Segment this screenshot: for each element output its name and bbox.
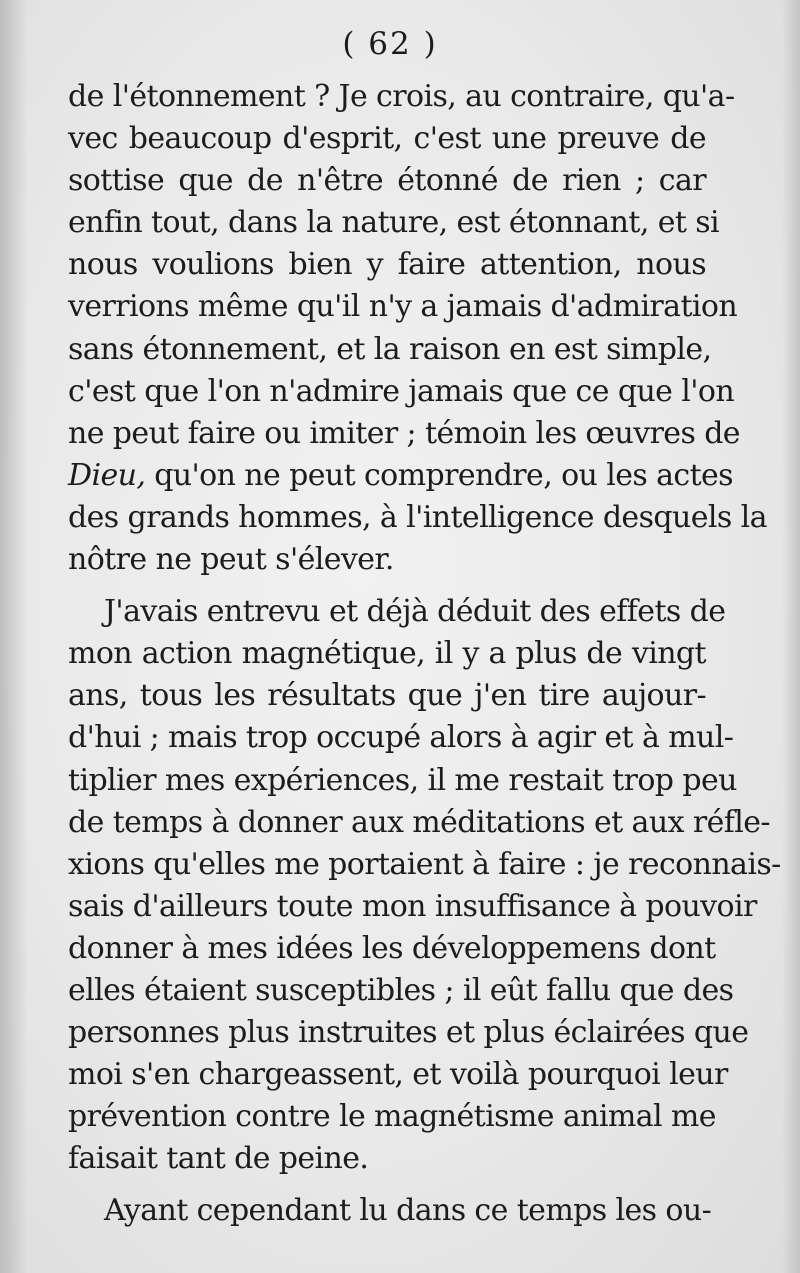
text-line (68, 244, 706, 286)
line-text: xions qu'elles me portaient à faire : je reconnais- (68, 846, 781, 882)
line-text: tiplier mes expériences, il me restait trop peu (68, 762, 737, 798)
page-number: ( 62 ) (342, 26, 438, 62)
text-line (68, 329, 712, 371)
line-text: J'avais entrevu et déjà déduit des effets de (104, 594, 726, 630)
line-text: des grands hommes, à l'intelligence desquels la (68, 499, 767, 535)
italic-word: Dieu, (68, 457, 146, 493)
binding-shadow (0, 0, 28, 1273)
line-text: sottise que de n'être étonné de rien ; car (68, 163, 706, 199)
text-line (68, 539, 706, 581)
text-line (68, 286, 738, 328)
paragraph (68, 1190, 712, 1232)
line-text: de l'étonnement ? Je crois, au contraire, qu'a- (68, 79, 735, 114)
line-text: Ayant cependant lu dans ce temps les ou- (104, 1193, 712, 1229)
line-text: ans, tous les résultats que j'en tire aujour- (68, 678, 706, 714)
text-line (68, 497, 767, 539)
text-line (68, 1012, 749, 1054)
text-line (68, 928, 716, 970)
text-line (68, 675, 706, 717)
line-text: elles étaient susceptibles ; il eût fallu que des (68, 972, 734, 1008)
text-line (68, 455, 733, 497)
body-text (68, 76, 781, 1233)
text-line (68, 76, 735, 118)
text-line (68, 760, 737, 802)
line-text: faisait tant de peine. (68, 1141, 369, 1177)
text-line (68, 802, 770, 844)
text-line (68, 717, 734, 759)
line-text: prévention contre le magnétisme animal me (68, 1099, 716, 1135)
text-line (68, 1096, 716, 1138)
paragraph (68, 76, 767, 581)
line-text: ne peut faire ou imiter ; témoin les œuvres de (68, 415, 740, 451)
text-line (68, 1190, 712, 1232)
text-line (68, 633, 706, 675)
line-text: personnes plus instruites et plus éclairées que (68, 1015, 749, 1051)
line-text: c'est que l'on n'admire jamais que ce que l'on (68, 373, 735, 409)
text-line (68, 970, 734, 1012)
text-line (68, 413, 740, 455)
text-line (68, 202, 720, 244)
line-text: moi s'en chargeassent, et voilà pourquoi leur (68, 1057, 728, 1093)
line-text: sais d'ailleurs toute mon insuffisance à pouvoir (68, 888, 757, 924)
text-line (68, 1054, 728, 1096)
line-text: de temps à donner aux méditations et aux réfle- (68, 804, 770, 840)
line-text: mon action magnétique, il y a plus de vingt (68, 636, 706, 672)
text-line (68, 591, 726, 633)
page-edge (782, 0, 800, 1273)
paragraph (68, 591, 781, 1180)
line-text: sans étonnement, et la raison en est simple, (68, 331, 712, 367)
line-text: donner à mes idées les développemens dont (68, 930, 716, 966)
text-line (68, 160, 706, 202)
text-line (68, 1138, 706, 1180)
text-line (68, 118, 706, 160)
line-text: nôtre ne peut s'élever. (68, 542, 394, 578)
line-text: qu'on ne peut comprendre, ou les actes (145, 457, 733, 493)
line-text: verrions même qu'il n'y a jamais d'admiration (68, 289, 738, 325)
line-text: d'hui ; mais trop occupé alors à agir et à mul- (68, 720, 734, 756)
line-text: nous voulions bien y faire attention, nous (68, 247, 706, 283)
text-line (68, 886, 757, 928)
text-line (68, 844, 781, 886)
line-text: enfin tout, dans la nature, est étonnant, et si (68, 205, 720, 241)
line-text: vec beaucoup d'esprit, c'est une preuve de (68, 121, 706, 157)
text-line (68, 371, 735, 413)
